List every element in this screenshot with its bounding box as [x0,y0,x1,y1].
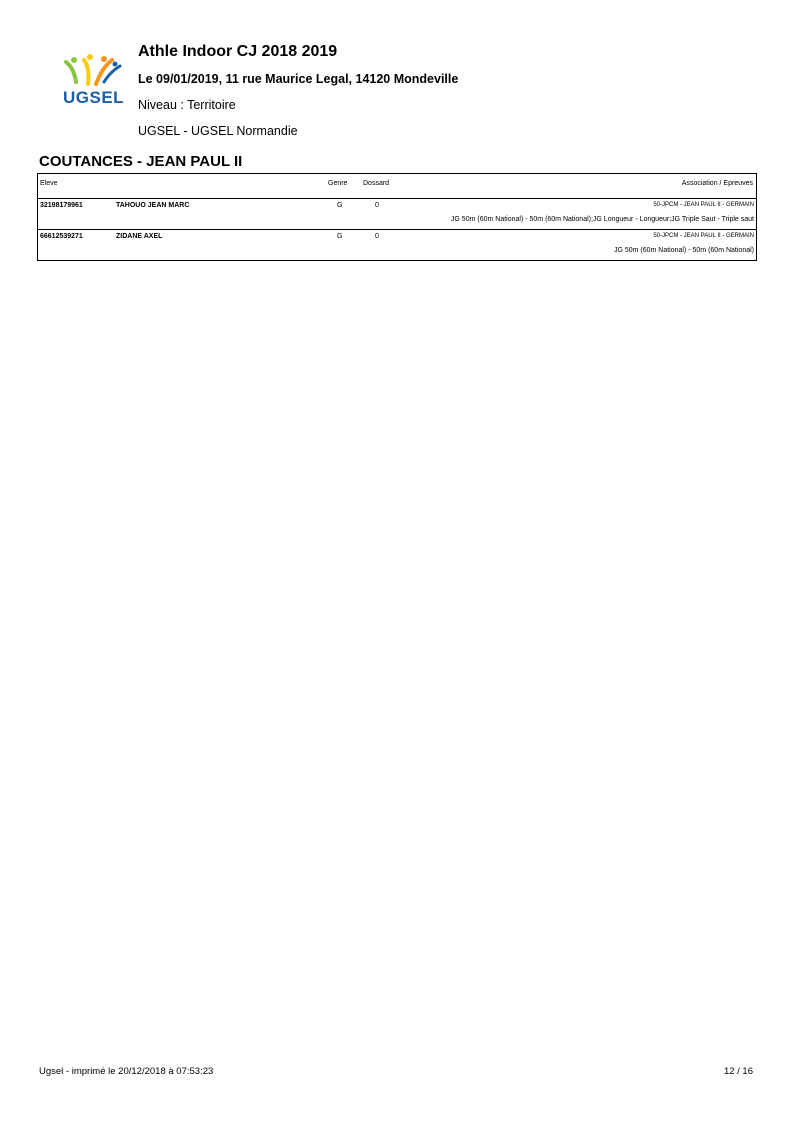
registration-table [37,174,757,261]
event-date-place: Le 09/01/2019, 11 rue Maurice Legal, 14120 Mondeville [138,72,459,86]
page-title: Athle Indoor CJ 2018 2019 [138,43,338,60]
student-name: TAHOUO JEAN MARC [116,202,190,209]
student-dossard: 0 [375,233,379,240]
student-name: ZIDANE AXEL [116,233,163,240]
header-genre: Genre [328,180,348,187]
ugsel-logo-text: UGSEL [63,88,125,107]
student-genre: G [337,202,343,209]
student-epreuves: JG 50m (60m National) - 50m (60m National) [613,247,754,254]
section-title: COUTANCES - JEAN PAUL II [39,153,243,170]
student-epreuves: JG 50m (60m National) - 50m (60m National);JG Longueur - Longueur;JG Triple Saut - Triple saut [450,216,754,223]
header-association: Association / Epreuves [681,180,753,187]
table-row [38,198,756,229]
ugsel-logo-figures-icon [60,52,128,92]
student-id: 66612539271 [40,233,83,240]
header-eleve: Eleve [40,180,58,187]
print-timestamp: Ugsel - imprimé le 20/12/2018 à 07:53:23 [39,1066,214,1077]
header-dossard: Dossard [363,180,390,187]
student-id: 32198179961 [40,202,83,209]
event-organizer: UGSEL - UGSEL Normandie [138,124,298,138]
table-row [38,229,756,261]
student-association: 50-JPCM - JEAN PAUL II - GERMAIN [653,202,754,208]
event-level: Niveau : Territoire [138,98,236,112]
table-header [38,174,756,194]
student-association: 50-JPCM - JEAN PAUL II - GERMAIN [653,233,754,239]
student-dossard: 0 [375,202,379,209]
page-number: 12 / 16 [723,1066,753,1077]
student-genre: G [337,233,343,240]
